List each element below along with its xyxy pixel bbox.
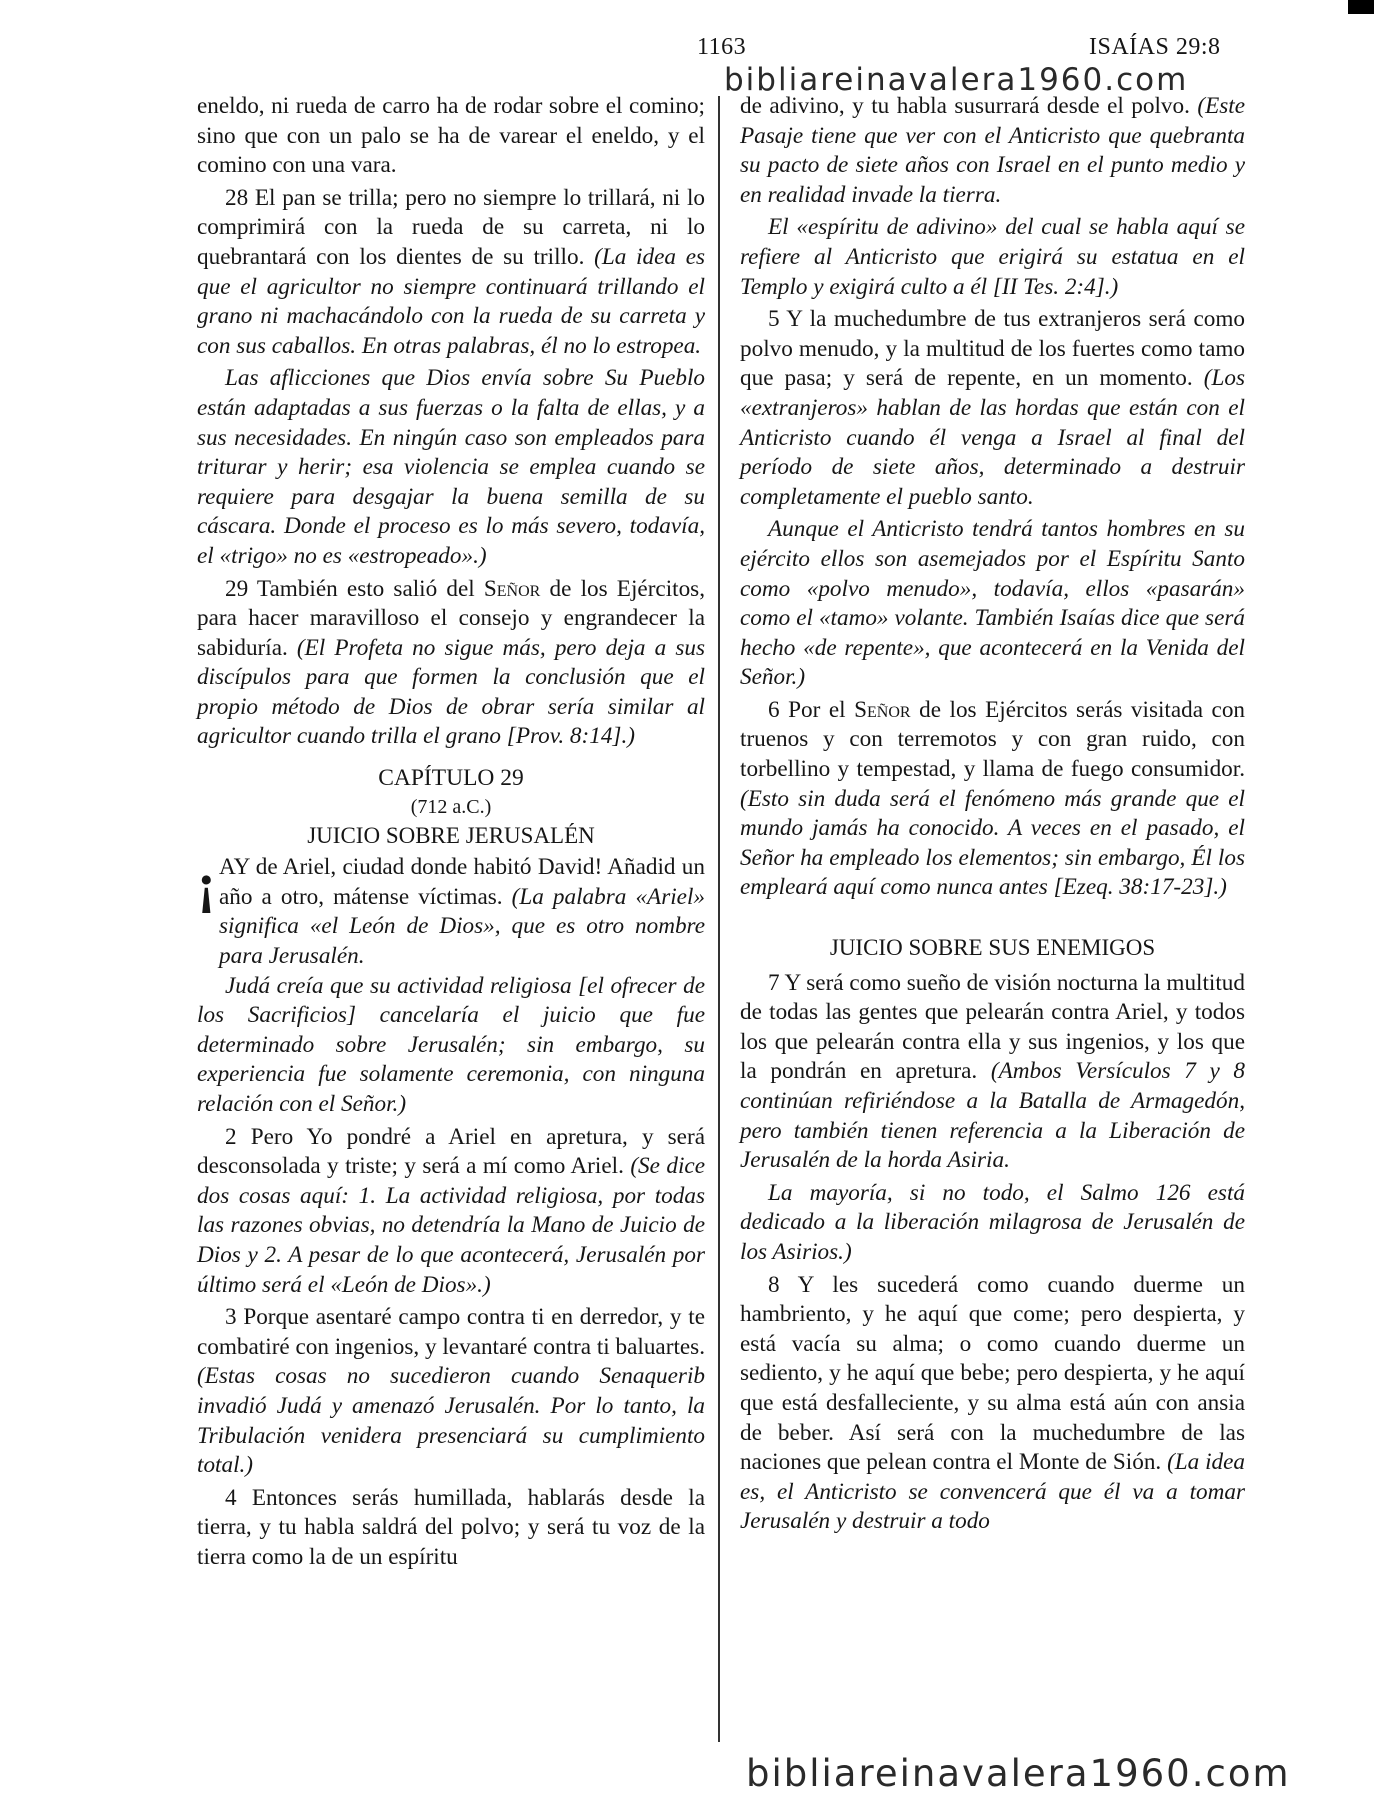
watermark-bottom: bibliareinavalera1960.com bbox=[746, 1752, 1291, 1795]
verse-29-commentary: (El Profeta no sigue más, pero deja a sus discípulos para que formen la conclusión que el propio método de Dios de obrar sería similar al agricultor cuando trilla el grano [Prov. 8:14].) bbox=[197, 634, 706, 750]
running-head: ISAÍAS 29:8 bbox=[1089, 34, 1221, 60]
verse-1 bbox=[197, 853, 705, 971]
chapter-date: (712 a.C.) bbox=[410, 795, 492, 818]
verse-7-commentary: (Ambos Versículos 7 y 8 continúan refiriéndose a la Batalla de Armagedón, pero también tienen referencia a la Liberación de Jerusalén de la horda Asiria. bbox=[740, 1058, 1245, 1174]
page-number: 1163 bbox=[697, 34, 747, 60]
verse-1-commentary: (La palabra «Ariel» significa «el León de Dios», que es otro nombre para Jerusalén. bbox=[219, 883, 705, 970]
verse-4-continuation bbox=[740, 92, 1245, 210]
verse-4: 4 Entonces serás humillada, hablarás desde la tierra, y tu habla saldrá del polvo; y será tu voz de la tierra como la de un espíritu bbox=[197, 1484, 705, 1570]
verse-6-lord: Señor bbox=[854, 696, 911, 723]
verse-4-commentary: (Este Pasaje tiene que ver con el Anticristo que quebranta su pacto de siete años con Israel en el punto medio y en realidad invade la tierra. bbox=[740, 93, 1246, 208]
drop-cap: ¡ bbox=[197, 853, 216, 916]
verse-2-commentary: (Se dice dos cosas aquí: 1. La actividad religiosa, por todas las razones obvias, no detendría la Mano de Juicio de Dios y 2. A pesar de lo que acontecerá, Jerusalén por último será el «León de Dios».) bbox=[197, 1153, 705, 1298]
verse-28 bbox=[197, 184, 705, 362]
watermark-top: bibliareinavalera1960.com bbox=[724, 62, 1189, 98]
verse-29-lord: Señor bbox=[483, 575, 541, 602]
verse-8-commentary: (La idea es, el Anticristo se convencerá que él va a tomar Jerusalén y destruir a todo bbox=[740, 1449, 1246, 1535]
verse-1-text: AY de Ariel, ciudad donde habitó David! Añadid un año a otro, mátense víctimas. bbox=[219, 854, 705, 910]
commentary-antichrist-army: Aunque el Anticristo tendrá tantos hombres en su ejército ellos son asemejados por el Espíritu Santo como «polvo menudo», todavía, ellos «pasarán» como el «tamo» volante. También Isaías dice que será hecho «de repente», que acontecerá en la Venida del Señor.) bbox=[740, 516, 1245, 691]
verse-2-text: 2 Pero Yo pondré a Ariel en apretura, y será desconsolada y triste; y será a mí como Ariel. bbox=[197, 1123, 705, 1180]
verse-27-continuation: eneldo, ni rueda de carro ha de rodar sobre el comino; sino que con un palo se ha de varear el eneldo, y el comino con una vara. bbox=[197, 93, 705, 179]
verse-7 bbox=[740, 969, 1245, 1176]
verse-5-commentary: (Los «extranjeros» hablan de las hordas que están con el Anticristo cuando él venga a Israel al final del período de siete años, determinado a destruir completamente el pueblo santo. bbox=[740, 365, 1245, 510]
commentary-juda: Judá creía que su actividad religiosa [el ofrecer de los Sacrificios] cancelaría el juicio que fue determinado sobre Jerusalén; sin embargo, su experiencia fue solamente ceremonia, con ninguna relación con el Señor.) bbox=[197, 972, 705, 1117]
commentary-spirit: El «espíritu de adivino» del cual se habla aquí se refiere al Anticristo que erigirá su estatua en el Templo y exigirá culto a él [II Tes. 2:4].) bbox=[740, 214, 1245, 300]
column-divider bbox=[718, 96, 720, 1742]
verse-8 bbox=[740, 1271, 1245, 1537]
right-column bbox=[740, 92, 1245, 1537]
verse-4-text-end: de adivino, y tu habla susurrará desde el polvo. bbox=[740, 93, 1190, 119]
verse-29-text-end: de los Ejércitos, para hacer maravilloso el consejo y engrandecer la sabiduría. bbox=[197, 575, 706, 661]
left-column bbox=[197, 92, 705, 1573]
verse-28-text: 28 El pan se trilla; pero no siempre lo trillará, ni lo comprimirá con la rueda de su carreta, ni lo quebrantará con los dientes de su trillo. bbox=[197, 184, 705, 270]
verse-8-text: 8 Y les sucederá como cuando duerme un hambriento, y he aquí que come; pero despierta, y está vacía su alma; o como cuando duerme un sediento, y he aquí que bebe; pero despierta, y he aquí que está desfalleciente, y su alma está aún con ansia de beber. Así será con la muchedumbre de las naciones que pelean contra el Monte de Sión. bbox=[740, 1271, 1245, 1476]
verse-3-text: 3 Porque asentaré campo contra ti en derredor, y te combatiré con ingenios, y levantaré contra ti baluartes. bbox=[197, 1304, 705, 1360]
verse-3-commentary: (Estas cosas no sucedieron cuando Senaquerib invadió Judá y amenazó Jerusalén. Por lo tanto, la Tribulación venidera presenciará su cumplimiento total.) bbox=[197, 1363, 705, 1479]
page-corner-mark bbox=[1348, 0, 1374, 14]
verse-6-commentary: (Esto sin duda será el fenómeno más grande que el mundo jamás ha conocido. A veces en el pasado, el Señor ha empleado los elementos; sin embargo, Él los empleará aquí como nunca antes [Ezeq. 38:17-23].) bbox=[740, 785, 1245, 901]
verse-29 bbox=[197, 575, 705, 753]
verse-6-text-end: de los Ejércitos serás visitada con truenos y con terremotos y con gran ruido, con torbellino y tempestad, y llama de fuego consumidor. bbox=[740, 696, 1246, 783]
commentary-afflictions: Las aflicciones que Dios envía sobre Su Pueblo están adaptadas a sus fuerzas o la falta de ellas, y a sus necesidades. En ningún caso son empleados para triturar y herir; esa violencia se emplea cuando se requiere para desgajar la buena semilla de su cáscara. Donde el proceso es lo más severo, todavía, el «trigo» no es «estropeado».) bbox=[197, 365, 705, 569]
verse-6-text-start: 6 Por el bbox=[768, 696, 846, 723]
commentary-psalm-126: La mayoría, si no todo, el Salmo 126 está dedicado a la liberación milagrosa de Jerusalén de los Asirios.) bbox=[740, 1179, 1245, 1265]
verse-5 bbox=[740, 305, 1245, 512]
section-title-jerusalem: JUICIO SOBRE JERUSALÉN bbox=[307, 822, 595, 848]
verse-7-text: 7 Y será como sueño de visión nocturna la multitud de todas las gentes que pelearán contra Ariel, y todos los que pelearán contra ella y sus ingenios, y los que la pondrán en apretura. bbox=[740, 969, 1245, 1085]
verse-29-text-start: 29 También esto salió del bbox=[225, 575, 475, 602]
chapter-title: CAPÍTULO 29 bbox=[378, 765, 524, 792]
verse-6 bbox=[740, 696, 1245, 903]
verse-5-text: 5 Y la muchedumbre de tus extranjeros será como polvo menudo, y la multitud de los fuertes como tamo que pasa; y será de repente, en un momento. bbox=[740, 306, 1245, 392]
section-title-enemies: JUICIO SOBRE SUS ENEMIGOS bbox=[829, 935, 1156, 961]
verse-2 bbox=[197, 1123, 705, 1301]
verse-3 bbox=[197, 1303, 705, 1481]
verse-28-commentary: (La idea es que el agricultor no siempre continuará trillando el grano ni machacándolo con la rueda de su carreta y con sus caballos. En otras palabras, él no lo estropea. bbox=[197, 243, 706, 359]
